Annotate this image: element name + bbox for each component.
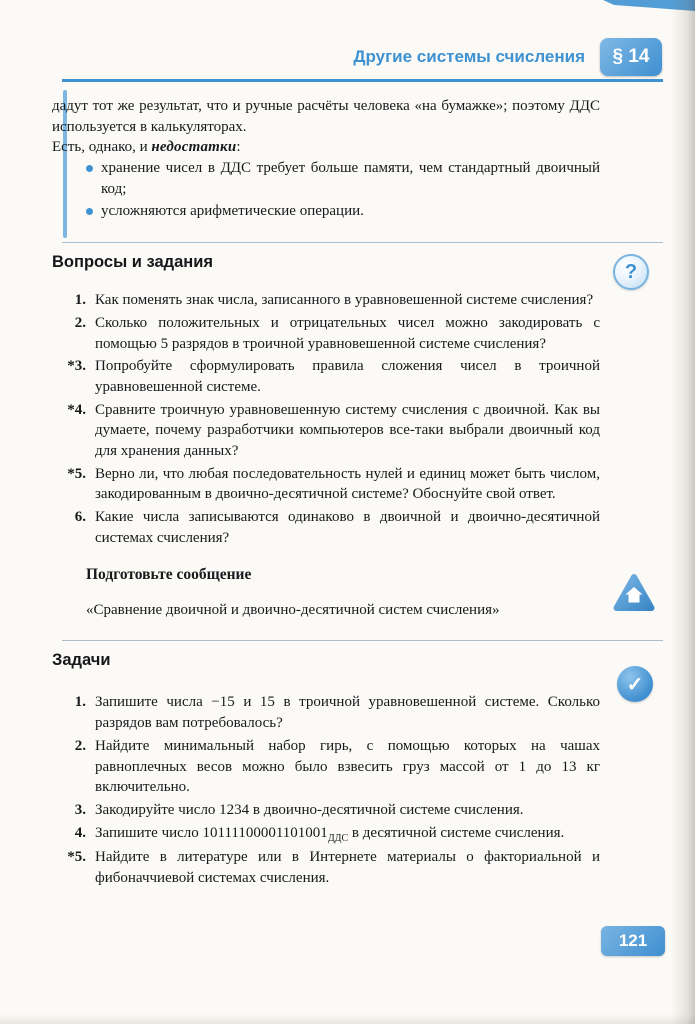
item-number: *5. bbox=[67, 849, 86, 866]
task-item bbox=[52, 823, 600, 846]
item-number: *5. bbox=[67, 465, 86, 482]
list-item bbox=[86, 158, 600, 199]
question-item bbox=[52, 464, 600, 505]
section-badge: § 14 bbox=[600, 38, 662, 76]
item-number: 6. bbox=[74, 509, 86, 525]
paragraph-continuation: дадут тот же результат, что и ручные расчёты человека «на бумажке»; поэтому ДДС используется в калькуляторах. bbox=[52, 98, 600, 135]
item-number: *3. bbox=[67, 358, 86, 375]
task-item bbox=[52, 800, 600, 821]
tasks-heading: Задачи bbox=[52, 651, 111, 670]
task-text-pre: Запишите число 10111100001101001 bbox=[95, 824, 328, 841]
task-item bbox=[52, 736, 600, 798]
home-icon bbox=[612, 572, 656, 614]
page-edge-shadow bbox=[671, 0, 695, 1024]
item-number: 3. bbox=[74, 801, 86, 818]
bullet-icon bbox=[86, 165, 93, 172]
drawbacks-list bbox=[86, 158, 600, 222]
questions-list bbox=[52, 290, 600, 548]
lead-end: : bbox=[236, 139, 241, 156]
bullet-text: хранение чисел в ДДС требует больше памяти, чем стандартный двоичный код; bbox=[101, 160, 600, 197]
task-item bbox=[52, 847, 600, 888]
page-bottom-shadow bbox=[0, 1014, 695, 1024]
item-number: 2. bbox=[74, 314, 86, 331]
number-system-subscript: ДДС bbox=[327, 832, 349, 844]
question-item bbox=[52, 313, 600, 354]
question-mark-icon bbox=[613, 254, 649, 290]
section-divider bbox=[62, 640, 663, 641]
page-corner-accent bbox=[603, 0, 695, 11]
report-topic: «Сравнение двоичной и двоично-десятичной систем счисления» bbox=[86, 601, 500, 618]
item-text: Сколько положительных и отрицательных чисел можно закодировать с помощью 5 разрядов в троичной уравновешенной системе счисления? bbox=[95, 314, 600, 352]
item-number: 1. bbox=[74, 694, 86, 711]
lead-start: Есть, однако, и bbox=[52, 139, 152, 156]
item-number: 1. bbox=[74, 292, 86, 309]
item-text: Закодируйте число 1234 в двоично-десятичной системе счисления. bbox=[95, 801, 524, 818]
item-number: 2. bbox=[74, 737, 86, 754]
question-item bbox=[52, 400, 600, 462]
check-glyph: ✓ bbox=[626, 673, 644, 696]
drawbacks-word: недостатки bbox=[151, 139, 237, 156]
item-text: Верно ли, что любая последовательность нулей и единиц может быть числом, закодированным в двоично-десятичной системе? Обоснуйте свой ответ. bbox=[95, 465, 600, 503]
question-item bbox=[52, 356, 600, 397]
item-text: Какие числа записываются одинаково в двоичной и двоично-десятичной системах счисления? bbox=[95, 509, 600, 546]
task-item bbox=[52, 692, 600, 733]
item-text: Найдите в литературе или в Интернете материалы о факториальной и фибоначчиевой системах счисления. bbox=[95, 849, 600, 887]
item-number: 4. bbox=[74, 824, 86, 841]
item-text: Сравните троичную уравновешенную систему счисления с двоичной. Как вы думаете, почему разработчики компьютеров все-таки выбрали двоичный код для хранения данных? bbox=[95, 401, 600, 459]
tasks-list bbox=[52, 692, 600, 888]
item-number: *4. bbox=[67, 401, 86, 418]
questions-heading: Вопросы и задания bbox=[52, 253, 214, 272]
chapter-title: Другие системы счисления bbox=[353, 47, 585, 66]
bullet-icon bbox=[86, 208, 93, 215]
section-divider bbox=[62, 242, 663, 243]
item-text: Попробуйте сформулировать правила сложения чисел в троичной уравновешенной системе. bbox=[95, 358, 600, 395]
checkmark-icon bbox=[617, 666, 653, 702]
question-item bbox=[52, 507, 600, 548]
page-content bbox=[52, 96, 600, 891]
item-text: Запишите числа −15 и 15 в троичной уравновешенной системе. Сколько разрядов вам потребовалось? bbox=[95, 694, 600, 732]
question-item bbox=[52, 290, 600, 311]
item-text bbox=[95, 823, 600, 846]
bullet-text: усложняются арифметические операции. bbox=[101, 203, 364, 220]
drawbacks-lead bbox=[52, 137, 600, 158]
list-item bbox=[86, 201, 600, 222]
question-glyph: ? bbox=[624, 260, 638, 283]
report-heading: Подготовьте сообщение bbox=[86, 566, 252, 584]
header-rule bbox=[62, 79, 663, 82]
task-text-post: в десятичной системе счисления. bbox=[348, 824, 565, 841]
item-text: Как поменять знак числа, записанного в уравновешенной системе счисления? bbox=[95, 292, 594, 309]
page-number: 121 bbox=[601, 926, 665, 956]
item-text: Найдите минимальный набор гирь, с помощью которых на чашах равноплечных весов можно было взвесить груз массой от 1 до 13 кг включительно. bbox=[95, 737, 600, 796]
